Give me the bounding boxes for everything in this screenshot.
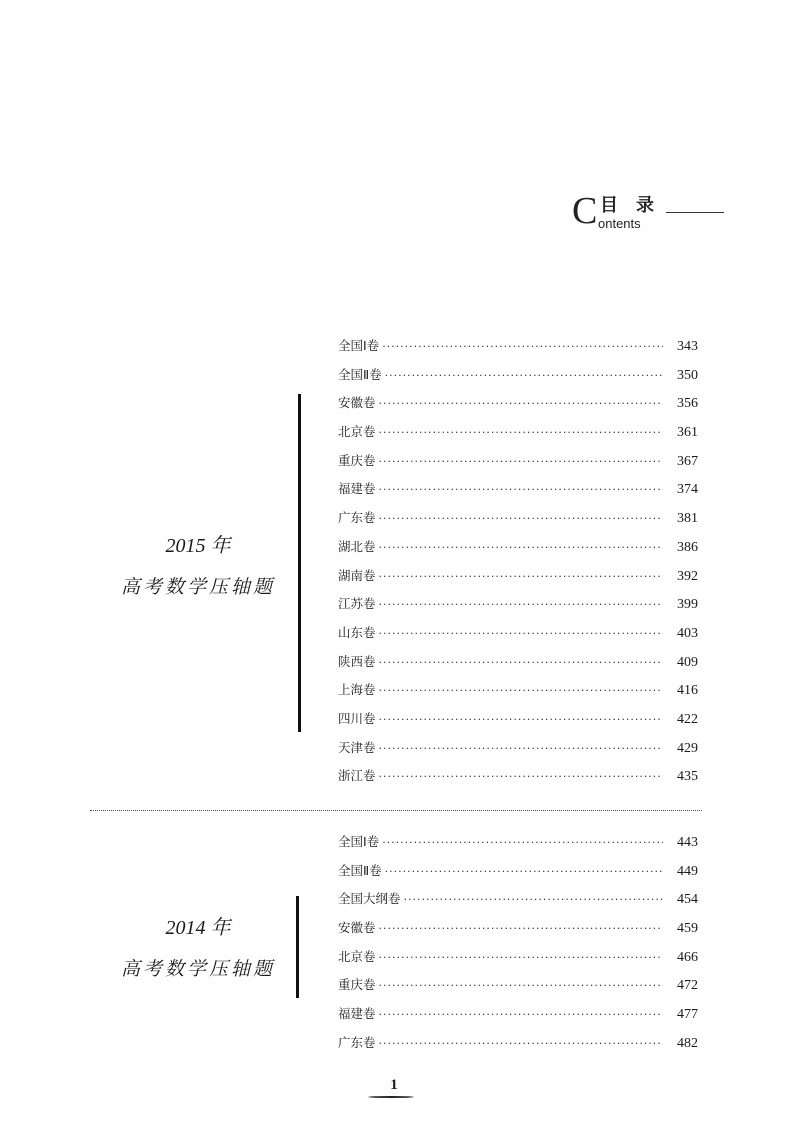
toc-entry-page: 429: [677, 740, 698, 756]
toc-entry-title: 湖南卷: [338, 567, 376, 583]
toc-entry[interactable]: [338, 451, 698, 480]
toc-entry[interactable]: [338, 336, 698, 365]
dot-leader: [379, 684, 663, 697]
toc-entry-page: 443: [677, 835, 698, 850]
toc-entry[interactable]: [338, 479, 698, 508]
toc-entry-page: 367: [677, 453, 698, 469]
toc-entry-title: 北京卷: [338, 948, 376, 964]
toc-entry-page: 386: [677, 539, 698, 555]
dot-leader: [379, 627, 663, 640]
dot-leader: [379, 397, 663, 410]
toc-entry-title: 全国Ⅰ卷: [338, 338, 380, 353]
contents-title: 目录: [600, 195, 672, 216]
toc-entry-page: 343: [677, 339, 698, 354]
toc-entry[interactable]: [338, 738, 698, 767]
toc-entry-page: 477: [677, 1007, 698, 1023]
toc-entry-title: 江苏卷: [338, 596, 376, 612]
toc-entry-page: 482: [677, 1035, 698, 1051]
toc-entry-page: 459: [677, 921, 698, 937]
toc-entry[interactable]: [338, 680, 698, 709]
dot-leader: [379, 979, 663, 992]
dot-leader: [379, 713, 663, 726]
contents-header: [572, 190, 732, 240]
toc-entry-title: 湖北卷: [338, 538, 376, 554]
toc-entry-title: 山东卷: [338, 624, 376, 640]
toc-entry[interactable]: [338, 1033, 698, 1062]
toc-entry-title: 陕西卷: [338, 653, 376, 669]
toc-entry-title: 重庆卷: [338, 977, 376, 993]
toc-entry-title: 重庆卷: [338, 452, 376, 468]
toc-entry-page: 361: [677, 425, 698, 441]
toc-entry-title: 北京卷: [338, 424, 376, 440]
toc-entry-page: 403: [677, 625, 698, 641]
toc-entry-page: 454: [677, 892, 698, 908]
dot-leader: [379, 570, 663, 583]
page-number: 1: [390, 1077, 398, 1093]
contents-subtitle: ontents: [598, 216, 641, 231]
dot-leader: [382, 340, 663, 353]
section-year: 2014 年: [165, 917, 231, 939]
toc-entry-page: 392: [677, 568, 698, 584]
toc-entry[interactable]: [338, 422, 698, 451]
toc-entry[interactable]: [338, 918, 698, 947]
dot-leader: [379, 1037, 663, 1050]
contents-initial: C: [572, 190, 598, 232]
toc-entry-page: 472: [677, 978, 698, 994]
toc-entry-title: 全国Ⅰ卷: [338, 834, 380, 849]
toc-list-2015: [338, 336, 698, 795]
section-label-2015: [98, 534, 298, 599]
toc-entry[interactable]: [338, 393, 698, 422]
toc-entry-title: 全国大纲卷: [338, 891, 401, 907]
toc-entry[interactable]: [338, 537, 698, 566]
toc-entry-title: 全国Ⅱ卷: [338, 366, 382, 382]
toc-entry-page: 466: [677, 949, 698, 965]
toc-entry[interactable]: [338, 947, 698, 976]
toc-entry[interactable]: [338, 623, 698, 652]
toc-entry[interactable]: [338, 861, 698, 890]
dot-leader: [385, 865, 663, 878]
dot-leader: [379, 426, 663, 439]
section-subject: 高考数学压轴题: [120, 576, 275, 598]
toc-entry[interactable]: [338, 594, 698, 623]
toc-entry[interactable]: [338, 975, 698, 1004]
section-year: 2015 年: [165, 535, 231, 557]
toc-entry-page: 374: [677, 482, 698, 498]
toc-entry[interactable]: [338, 566, 698, 595]
section-divider: [90, 810, 702, 811]
toc-entry-title: 福建卷: [338, 1006, 376, 1022]
header-rule: [666, 212, 724, 213]
toc-entry-page: 381: [677, 511, 698, 527]
toc-entry-title: 上海卷: [338, 682, 376, 698]
toc-entry-title: 天津卷: [338, 739, 376, 755]
toc-entry-title: 广东卷: [338, 1034, 376, 1050]
dot-leader: [379, 742, 663, 755]
dot-leader: [379, 951, 663, 964]
toc-entry-title: 安徽卷: [338, 920, 376, 936]
toc-entry[interactable]: [338, 832, 698, 861]
toc-entry-page: 399: [677, 597, 698, 613]
dot-leader: [379, 656, 663, 669]
toc-entry-page: 422: [677, 711, 698, 727]
toc-entry[interactable]: [338, 652, 698, 681]
section-label-2014: [98, 916, 298, 981]
dot-leader: [379, 483, 663, 496]
toc-entry[interactable]: [338, 766, 698, 795]
toc-entry-page: 435: [677, 769, 698, 785]
dot-leader: [379, 541, 663, 554]
toc-entry-title: 安徽卷: [338, 395, 376, 411]
toc-entry[interactable]: [338, 365, 698, 394]
dot-leader: [379, 455, 663, 468]
toc-entry-page: 356: [677, 396, 698, 412]
page-footer: [364, 1074, 424, 1110]
toc-entry[interactable]: [338, 889, 698, 918]
dot-leader: [382, 836, 663, 849]
dot-leader: [379, 1008, 663, 1021]
section-bar-2015: [298, 394, 301, 732]
toc-entry-title: 浙江卷: [338, 768, 376, 784]
page-number-flourish: [368, 1096, 414, 1098]
toc-entry-title: 福建卷: [338, 481, 376, 497]
toc-entry[interactable]: [338, 508, 698, 537]
dot-leader: [379, 922, 663, 935]
dot-leader: [404, 893, 663, 906]
toc-entry[interactable]: [338, 709, 698, 738]
toc-list-2014: [338, 832, 698, 1062]
toc-entry-page: 409: [677, 654, 698, 670]
toc-entry-page: 350: [677, 367, 698, 383]
toc-entry[interactable]: [338, 1004, 698, 1033]
toc-entry-title: 广东卷: [338, 510, 376, 526]
dot-leader: [379, 598, 663, 611]
dot-leader: [385, 369, 663, 382]
section-subject: 高考数学压轴题: [120, 958, 275, 980]
dot-leader: [379, 770, 663, 783]
toc-entry-title: 四川卷: [338, 710, 376, 726]
dot-leader: [379, 512, 663, 525]
toc-entry-page: 416: [677, 683, 698, 699]
toc-entry-page: 449: [677, 863, 698, 879]
toc-entry-title: 全国Ⅱ卷: [338, 862, 382, 878]
section-bar-2014: [296, 896, 299, 998]
